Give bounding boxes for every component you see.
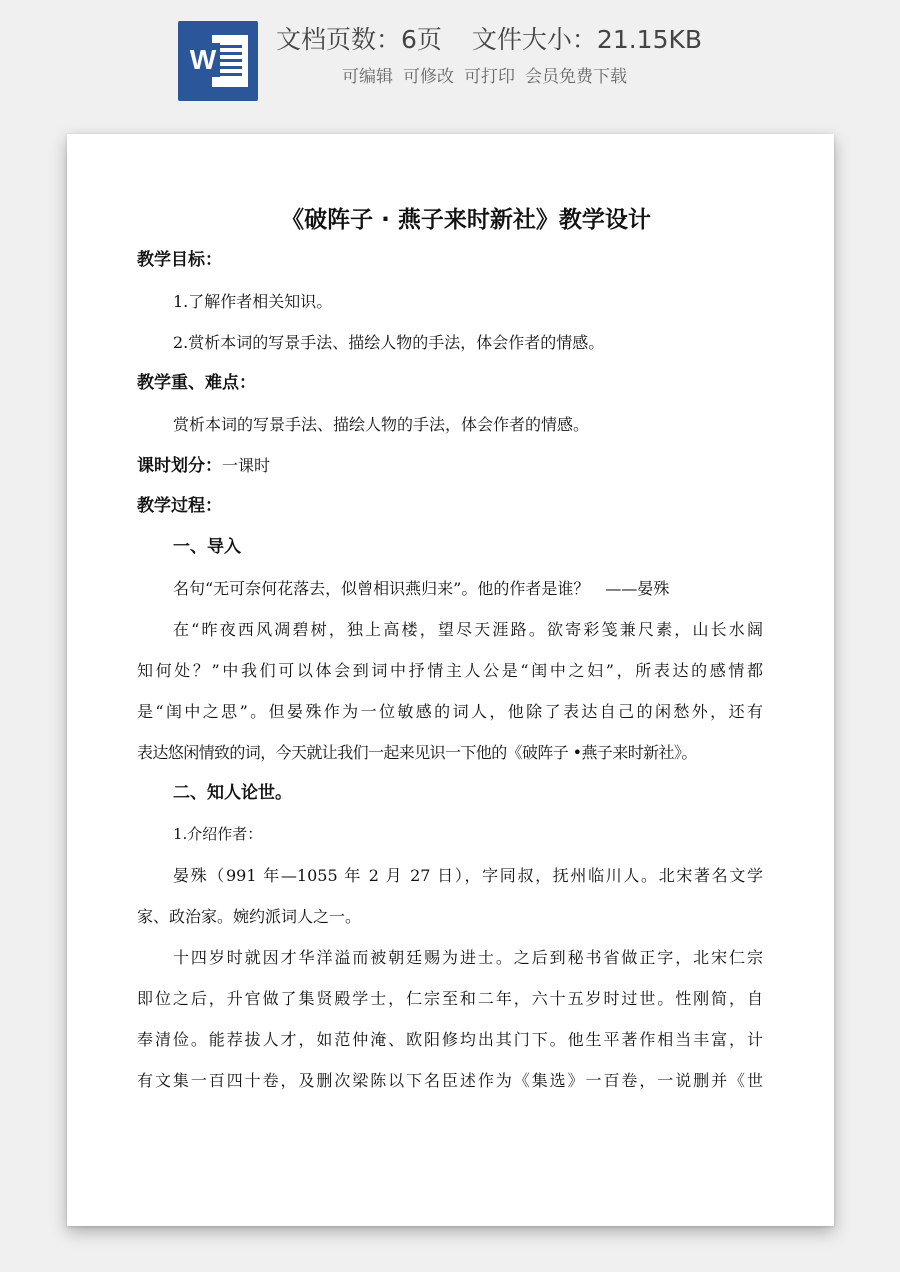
author-subheading: 1.介绍作者： bbox=[173, 825, 263, 843]
feature-printable: 可打印 bbox=[464, 67, 515, 87]
feature-member-download: 会员免费下载 bbox=[525, 67, 627, 87]
document-body bbox=[137, 200, 763, 1101]
key-points-heading: 教学重、难点： bbox=[137, 373, 256, 393]
goal-1: 1.了解作者相关知识。 bbox=[173, 292, 333, 311]
intro-paragraph-2-line-4: 表达悠闲情致的词，今天就让我们一起来见识一下他的《破阵子 •燕子来时新社》。 bbox=[137, 743, 697, 762]
bio-paragraph-1-line-1: 晏殊（991 年—1055 年 2 月 27 日），字同叔，抚州临川人。北宋著名文学 bbox=[173, 866, 763, 885]
feature-editable: 可编辑 bbox=[342, 67, 393, 87]
page-count: 文档页数：6页 bbox=[276, 25, 442, 54]
intro-paragraph-2-line-3: 是“闺中之思”。但晏殊作为一位敏感的词人，他除了表达自己的闲愁外，还有 bbox=[137, 702, 763, 721]
hours-heading: 课时划分： bbox=[137, 456, 222, 476]
file-meta bbox=[276, 22, 702, 58]
process-heading: 教学过程： bbox=[137, 496, 222, 516]
bio-paragraph-2-line-1: 十四岁时就因才华洋溢而被朝廷赐为进士。之后到秘书省做正字，北宋仁宗 bbox=[173, 948, 763, 967]
intro-paragraph-1: 名句“无可奈何花落去，似曾相识燕归来”。他的作者是谁？ ——晏殊 bbox=[173, 579, 670, 598]
lesson-hours bbox=[137, 445, 763, 486]
intro-paragraph-2-line-2: 知何处？”中我们可以体会到词中抒情主人公是“闺中之妇”，所表达的感情都 bbox=[137, 661, 763, 680]
feature-modifiable: 可修改 bbox=[403, 67, 454, 87]
section-intro-heading: 一、导入 bbox=[173, 537, 241, 557]
word-letter: W bbox=[186, 43, 220, 77]
bio-paragraph-2-line-2: 即位之后，升官做了集贤殿学士，仁宗至和二年，六十五岁时过世。性刚简，自 bbox=[137, 989, 763, 1008]
file-size: 文件大小：21.15KB bbox=[471, 25, 703, 54]
hours-value: 一课时 bbox=[222, 456, 271, 475]
document-title: 《破阵子 · 燕子来时新社》教学设计 bbox=[281, 207, 651, 233]
feature-list bbox=[342, 64, 637, 90]
key-points-text: 赏析本词的写景手法、描绘人物的手法，体会作者的情感。 bbox=[173, 415, 590, 434]
bio-paragraph-2-line-3: 奉清俭。能荐拔人才，如范仲淹、欧阳修均出其门下。他生平著作相当丰富，计 bbox=[137, 1030, 763, 1049]
goal-2: 2.赏析本词的写景手法、描绘人物的手法，体会作者的情感。 bbox=[173, 333, 605, 352]
intro-paragraph-2-line-1: 在“昨夜西风凋碧树，独上高楼，望尽天涯路。欲寄彩笺兼尺素，山长水阔 bbox=[173, 620, 763, 639]
goals-heading: 教学目标： bbox=[137, 250, 222, 270]
section-author-heading: 二、知人论世。 bbox=[173, 783, 292, 803]
bio-paragraph-1-line-2: 家、政治家。婉约派词人之一。 bbox=[137, 907, 362, 926]
bio-paragraph-2-line-4: 有文集一百四十卷，及删次梁陈以下名臣述作为《集选》一百卷，一说删并《世 bbox=[137, 1071, 763, 1090]
word-doc-icon bbox=[178, 21, 258, 101]
document-info-banner bbox=[0, 0, 900, 130]
document-page bbox=[67, 134, 834, 1226]
